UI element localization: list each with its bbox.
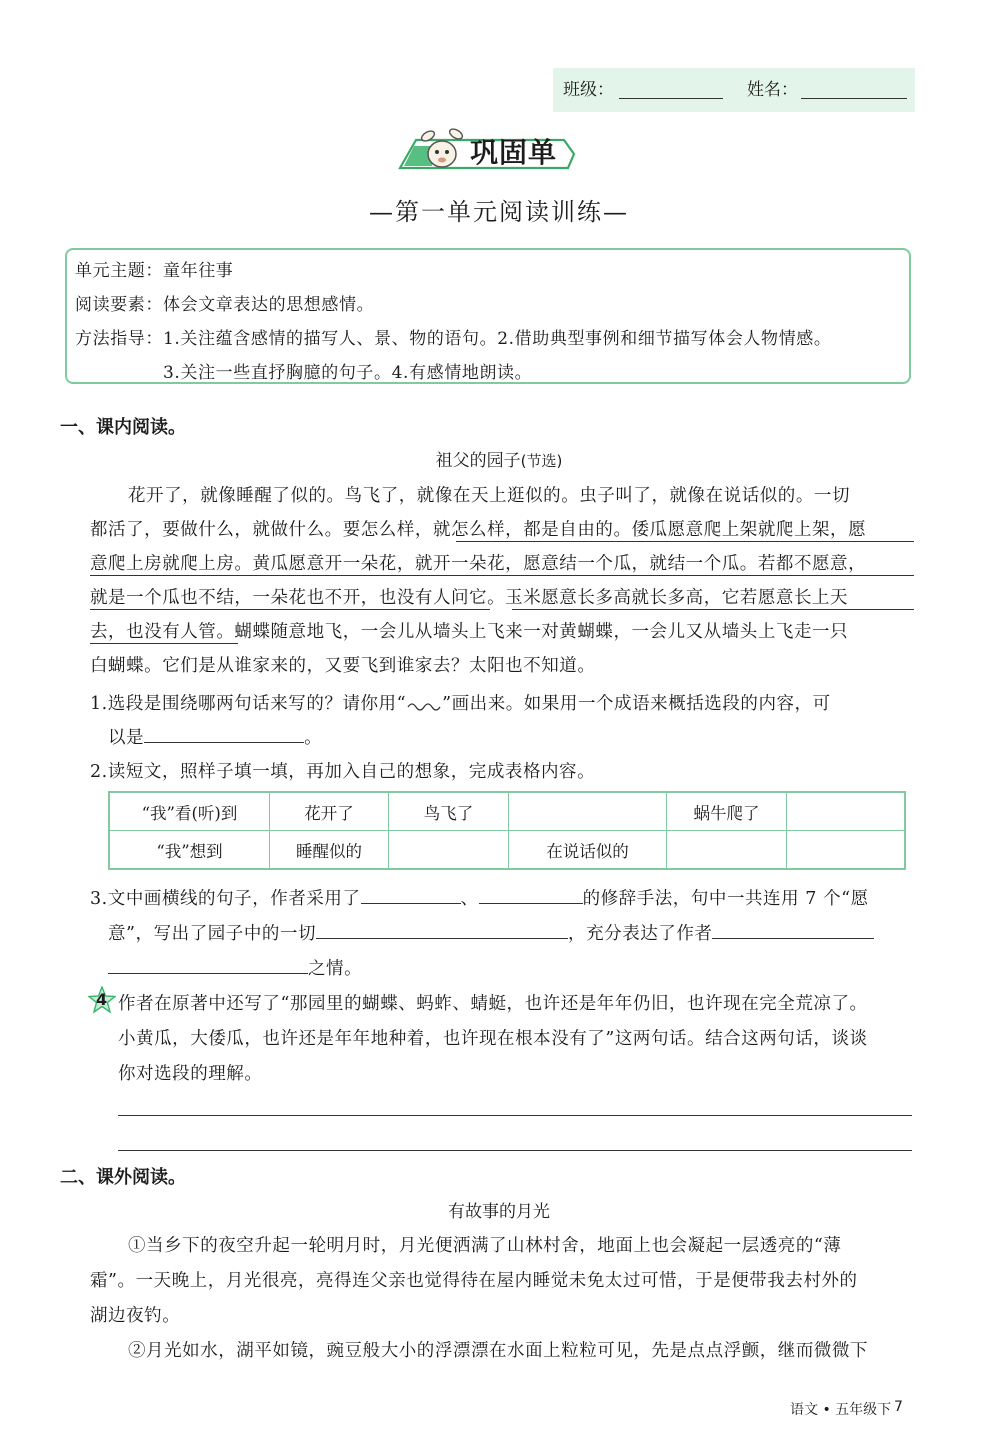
passage-underline	[512, 609, 914, 610]
garden-description-blank[interactable]	[316, 937, 568, 939]
table-cell: 花开了	[270, 792, 389, 831]
passage-line: ②月光如水，湖平如镜，豌豆般大小的浮漂漂在水面上粒粒可见，先是点点浮颤，继而微微下	[128, 1341, 869, 1361]
passage-line: 花开了，就像睡醒了似的。鸟飞了，就像在天上逛似的。虫子叫了，就像在说话似的。一切	[128, 486, 850, 506]
article-1-title	[0, 446, 998, 471]
passage-line: 湖边夜钓。	[90, 1306, 181, 1326]
table-cell: 鸟飞了	[389, 792, 509, 831]
question-3	[90, 885, 869, 910]
table-cell-input[interactable]	[509, 792, 667, 831]
question-1-answer	[108, 724, 322, 749]
article-1-name: 祖父的园子	[435, 451, 521, 471]
question-3-text-e: ，充分表达了作者	[568, 924, 713, 944]
answer-line[interactable]	[118, 1115, 912, 1116]
page-number: 7	[894, 1399, 903, 1415]
passage-line: 都活了，要做什么，就做什么。要怎么样，就怎么样，都是自由的。倭瓜愿意爬上架就爬上架，愿	[90, 520, 867, 540]
method-guide-1: 方法指导：1.关注蕴含感情的描写人、景、物的语句。2.借助典型事例和细节描写体会人物情感。	[75, 329, 832, 349]
student-info-box	[553, 68, 915, 112]
passage-line: 意爬上房就爬上房。黄瓜愿意开一朵花，就开一朵花，愿意结一个瓜，就结一个瓜。若都不愿意，	[90, 554, 867, 574]
page-subtitle: —第一单元阅读训练—	[369, 198, 629, 226]
question-3-end	[108, 955, 362, 980]
table-cell-input[interactable]	[787, 792, 906, 831]
table-cell: 睡醒似的	[270, 831, 389, 870]
question-3-text-f: 之情。	[308, 959, 363, 979]
passage-line: ①当乡下的夜空升起一轮明月时，月光便洒满了山林村舍，地面上也会凝起一层透亮的“薄	[128, 1236, 842, 1256]
question-4-line: 你对选段的理解。	[118, 1064, 263, 1084]
imagination-table	[108, 791, 906, 870]
author-feeling-blank-1[interactable]	[712, 937, 874, 939]
class-label: 班级：	[563, 80, 614, 100]
question-1-text-d: 。	[304, 728, 323, 748]
section-1-title: 一、课内阅读。	[60, 417, 186, 438]
passage-underline	[90, 609, 490, 610]
article-2-title: 有故事的月光	[448, 1202, 550, 1222]
rhetoric-blank-1[interactable]	[361, 902, 461, 904]
reading-element: 阅读要素：体会文章表达的思想感情。	[75, 295, 375, 315]
table-cell: “我”看(听)到	[109, 792, 270, 831]
idiom-answer-blank[interactable]	[144, 741, 304, 743]
author-feeling-blank-2[interactable]	[108, 972, 308, 974]
passage-underline	[90, 643, 238, 644]
page-title: 巩固单	[470, 136, 558, 169]
question-4-number: 4	[96, 990, 108, 1009]
question-3-text-b: 、	[460, 889, 479, 909]
table-row	[109, 831, 905, 870]
section-2-title: 二、课外阅读。	[60, 1167, 186, 1188]
class-input-line[interactable]	[619, 98, 723, 99]
question-1-text-c: 以是	[108, 728, 145, 748]
question-3-cont	[108, 920, 874, 945]
question-3-text-a: 3.文中画横线的句子，作者采用了	[90, 889, 361, 909]
method-guide-2: 3.关注一些直抒胸臆的句子。4.有感情地朗读。	[163, 363, 533, 383]
rhetoric-blank-2[interactable]	[479, 902, 583, 904]
unit-info-box	[65, 248, 911, 384]
passage-underline	[90, 575, 914, 576]
wavy-line-icon	[406, 698, 442, 712]
unit-theme: 单元主题：童年往事	[75, 261, 234, 281]
name-label: 姓名：	[747, 80, 798, 100]
question-3-text-d: 意”，写出了园子中的一切	[108, 924, 317, 944]
question-4-line: 小黄瓜，大倭瓜，也许还是年年地种着，也许现在根本没有了”这两句话。结合这两句话，谈谈	[118, 1029, 868, 1049]
passage-line: 去，也没有人管。蝴蝶随意地飞，一会儿从墙头上飞来一对黄蝴蝶，一会儿又从墙头上飞走一只	[90, 622, 849, 642]
question-1-text-b: ”画出来。如果用一个成语来概括选段的内容，可	[442, 694, 831, 714]
table-cell-input[interactable]	[389, 831, 509, 870]
table-cell: 蜗牛爬了	[667, 792, 787, 831]
table-row	[109, 792, 905, 831]
question-1	[90, 690, 831, 715]
footer-subject: 语文 • 五年级下	[790, 1402, 892, 1418]
passage-line: 霜”。一天晚上，月光很亮，亮得连父亲也觉得待在屋内睡觉未免太过可惜，于是便带我去村外的	[90, 1271, 858, 1291]
article-1-note: (节选)	[520, 452, 563, 470]
question-3-text-c: 的修辞手法，句中一共连用 7 个“愿	[582, 889, 869, 909]
question-4-line: 作者在原著中还写了“那园里的蝴蝶、蚂蚱、蜻蜓，也许还是年年仍旧，也许现在完全荒凉了。	[118, 994, 868, 1014]
table-cell: 在说话似的	[509, 831, 667, 870]
passage-underline	[456, 541, 914, 542]
table-cell-input[interactable]	[787, 831, 906, 870]
answer-line[interactable]	[118, 1150, 912, 1151]
name-input-line[interactable]	[801, 98, 907, 99]
question-1-text-a: 1.选段是围绕哪两句话来写的？请你用“	[90, 694, 407, 714]
question-2: 2.读短文，照样子填一填，再加入自己的想象，完成表格内容。	[90, 762, 596, 782]
table-cell: “我”想到	[109, 831, 270, 870]
passage-line: 白蝴蝶。它们是从谁家来的，又要飞到谁家去？太阳也不知道。	[90, 656, 596, 676]
table-cell-input[interactable]	[667, 831, 787, 870]
passage-line: 就是一个瓜也不结，一朵花也不开，也没有人问它。玉米愿意长多高就长多高，它若愿意长上天	[90, 588, 849, 608]
